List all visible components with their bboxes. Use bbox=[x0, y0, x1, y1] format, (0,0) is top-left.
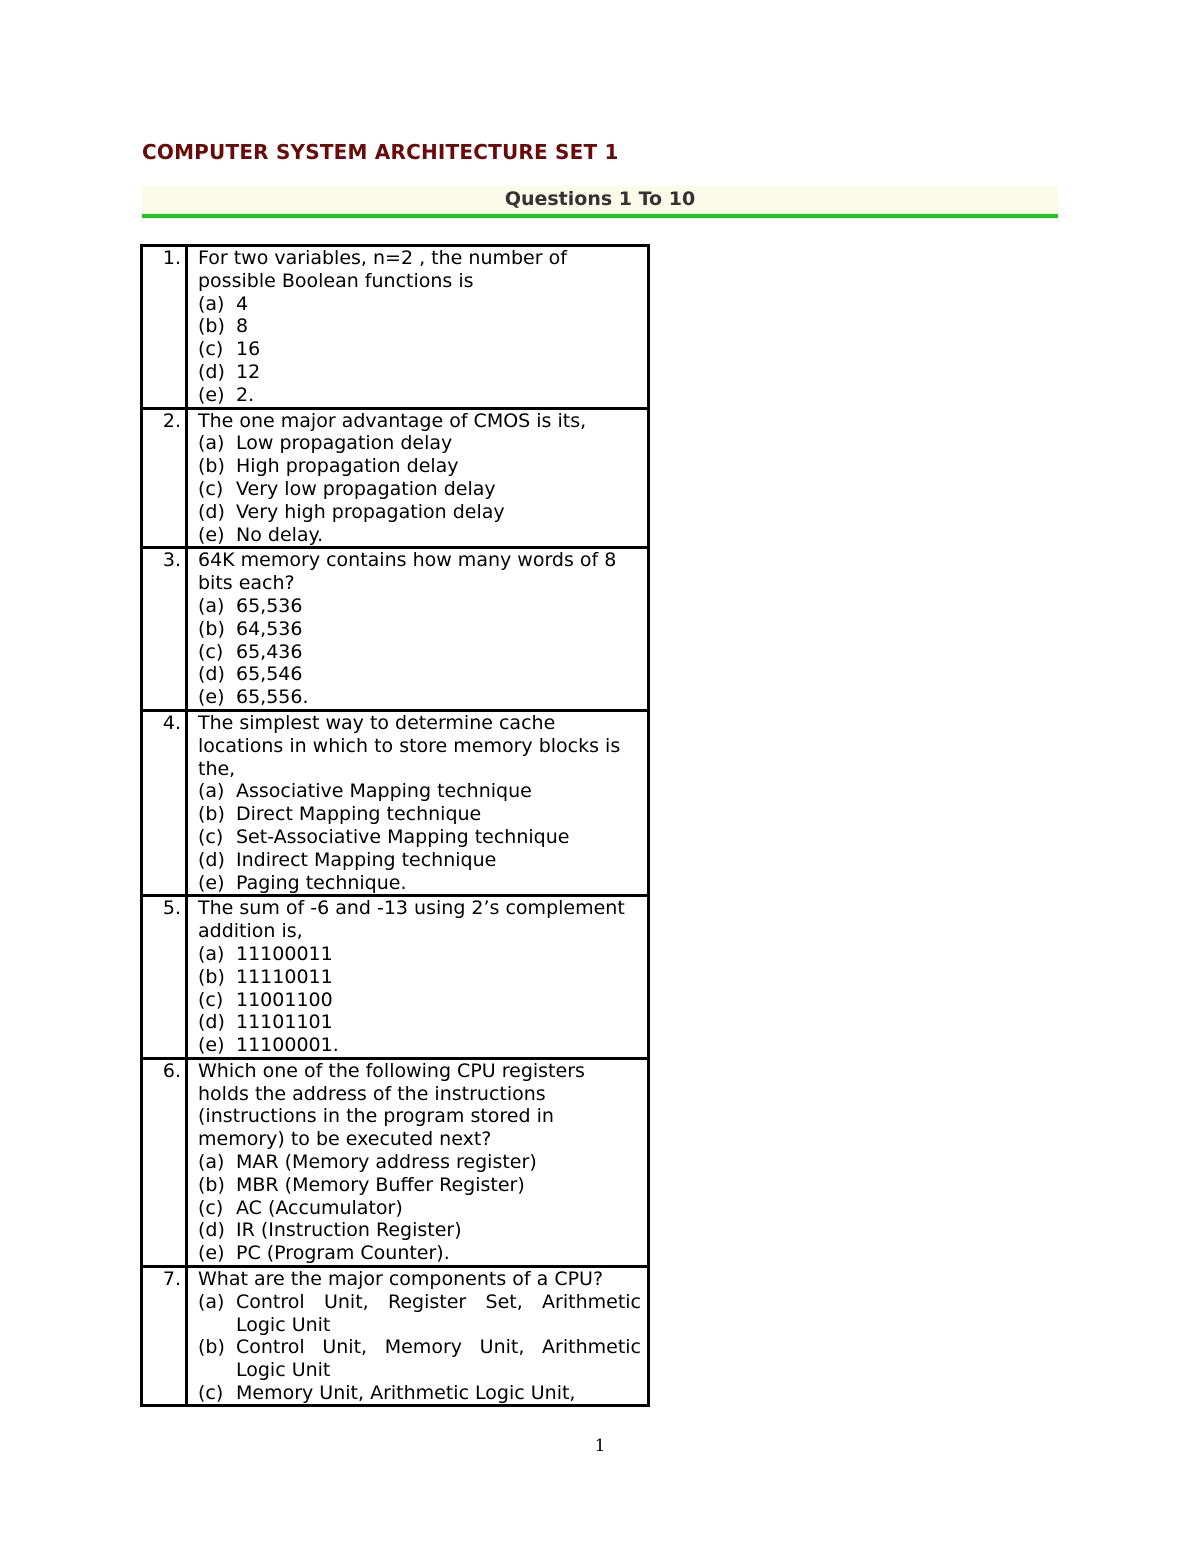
option-text: 16 bbox=[236, 338, 261, 361]
option-label: (b) bbox=[198, 1336, 225, 1359]
answer-option bbox=[198, 618, 641, 641]
answer-option bbox=[198, 1011, 641, 1034]
option-text: Set-Associative Mapping technique bbox=[236, 825, 570, 848]
question-row bbox=[142, 246, 649, 409]
option-label: (a) bbox=[198, 292, 225, 315]
option-label: (d) bbox=[198, 500, 225, 523]
answer-option bbox=[198, 849, 641, 872]
option-label: (e) bbox=[198, 686, 225, 709]
option-label: (a) bbox=[198, 1151, 225, 1174]
option-text: 4 bbox=[236, 292, 249, 315]
option-label: (e) bbox=[198, 1242, 225, 1265]
answer-option bbox=[198, 432, 641, 455]
option-text: 11110011 bbox=[236, 965, 333, 988]
answer-option bbox=[198, 943, 641, 966]
option-label: (b) bbox=[198, 965, 225, 988]
option-label: (b) bbox=[198, 315, 225, 338]
option-label: (c) bbox=[198, 1382, 224, 1405]
question-number: 5. bbox=[142, 896, 187, 1059]
option-text: Indirect Mapping technique bbox=[236, 848, 497, 871]
question-row bbox=[142, 548, 649, 711]
answer-option bbox=[198, 524, 641, 547]
answer-option bbox=[198, 872, 641, 895]
option-text: MAR (Memory address register) bbox=[236, 1151, 537, 1174]
answer-option bbox=[198, 803, 641, 826]
option-text: 11100011 bbox=[236, 942, 333, 965]
answer-option bbox=[198, 1291, 641, 1337]
answer-option bbox=[198, 1151, 641, 1174]
option-text: Very high propagation delay bbox=[236, 500, 505, 523]
option-text: Associative Mapping technique bbox=[236, 780, 532, 803]
option-text: AC (Accumulator) bbox=[236, 1196, 403, 1219]
answer-option bbox=[198, 293, 641, 316]
option-text: No delay. bbox=[236, 523, 324, 546]
option-text: Paging technique. bbox=[236, 871, 407, 894]
question-text: The simplest way to determine cache locations in which to store memory blocks is the, bbox=[198, 711, 621, 780]
option-text: 65,556. bbox=[236, 686, 309, 709]
option-label: (b) bbox=[198, 617, 225, 640]
answer-option bbox=[198, 966, 641, 989]
answer-option bbox=[198, 455, 641, 478]
option-text: Control Unit, Register Set, Arithmetic Logic Unit bbox=[236, 1290, 641, 1336]
answer-option bbox=[198, 315, 641, 338]
option-text: 8 bbox=[236, 315, 249, 338]
questions-table bbox=[140, 244, 650, 1407]
option-label: (e) bbox=[198, 1034, 225, 1057]
option-label: (c) bbox=[198, 988, 224, 1011]
question-number: 4. bbox=[142, 710, 187, 895]
answer-option bbox=[198, 641, 641, 664]
option-label: (d) bbox=[198, 663, 225, 686]
question-text: Which one of the following CPU registers holds the address of the instructions (instructions in the program stored in memory) to be executed next? bbox=[198, 1059, 585, 1151]
answer-option bbox=[198, 478, 641, 501]
option-text: 12 bbox=[236, 360, 261, 383]
option-text: MBR (Memory Buffer Register) bbox=[236, 1173, 525, 1196]
question-row bbox=[142, 1267, 649, 1406]
option-text: 65,546 bbox=[236, 663, 303, 686]
answer-option bbox=[198, 1382, 641, 1404]
question-text: For two variables, n=2 , the number of possible Boolean functions is bbox=[198, 247, 567, 292]
answer-option bbox=[198, 1174, 641, 1197]
answer-option bbox=[198, 663, 641, 686]
section-header: Questions 1 To 10 bbox=[142, 186, 1058, 218]
answer-option bbox=[198, 338, 641, 361]
question-cell-content bbox=[198, 1268, 641, 1404]
answer-option bbox=[198, 361, 641, 384]
answer-option bbox=[198, 501, 641, 524]
option-text: 11101101 bbox=[236, 1011, 333, 1034]
answer-option bbox=[198, 384, 641, 407]
answer-option bbox=[198, 595, 641, 618]
answer-option bbox=[198, 1219, 641, 1242]
option-label: (a) bbox=[198, 594, 225, 617]
option-label: (c) bbox=[198, 825, 224, 848]
option-label: (d) bbox=[198, 360, 225, 383]
option-label: (d) bbox=[198, 1219, 225, 1242]
option-text: High propagation delay bbox=[236, 455, 459, 478]
question-row bbox=[142, 1058, 649, 1266]
answer-option bbox=[198, 826, 641, 849]
question-number: 7. bbox=[142, 1267, 187, 1406]
option-label: (a) bbox=[198, 780, 225, 803]
question-number: 1. bbox=[142, 246, 187, 409]
option-label: (e) bbox=[198, 523, 225, 546]
option-label: (d) bbox=[198, 1011, 225, 1034]
option-label: (e) bbox=[198, 871, 225, 894]
option-text: 65,436 bbox=[236, 640, 303, 663]
question-number: 3. bbox=[142, 548, 187, 711]
answer-option bbox=[198, 1242, 641, 1265]
question-text: What are the major components of a CPU? bbox=[198, 1268, 604, 1291]
question-cell bbox=[187, 408, 649, 548]
question-row bbox=[142, 408, 649, 548]
question-cell bbox=[187, 896, 649, 1059]
option-text: PC (Program Counter). bbox=[236, 1242, 450, 1265]
option-label: (b) bbox=[198, 803, 225, 826]
question-text: The sum of -6 and -13 using 2’s complement addition is, bbox=[198, 897, 625, 943]
option-label: (e) bbox=[198, 383, 225, 406]
document-title: COMPUTER SYSTEM ARCHITECTURE SET 1 bbox=[142, 140, 619, 164]
option-text: Low propagation delay bbox=[236, 432, 453, 455]
option-text: Direct Mapping technique bbox=[236, 803, 482, 826]
question-cell bbox=[187, 246, 649, 409]
page-number: 1 bbox=[594, 1436, 606, 1456]
option-label: (c) bbox=[198, 640, 224, 663]
option-text: Control Unit, Memory Unit, Arithmetic Logic Unit bbox=[236, 1336, 641, 1382]
question-cell bbox=[187, 1058, 649, 1266]
option-label: (a) bbox=[198, 942, 225, 965]
question-number: 2. bbox=[142, 408, 187, 548]
option-text: Very low propagation delay bbox=[236, 477, 496, 500]
option-label: (c) bbox=[198, 477, 224, 500]
option-label: (c) bbox=[198, 1196, 224, 1219]
option-text: 64,536 bbox=[236, 617, 303, 640]
answer-option bbox=[198, 686, 641, 709]
question-row bbox=[142, 710, 649, 895]
answer-option bbox=[198, 780, 641, 803]
question-row bbox=[142, 896, 649, 1059]
option-label: (d) bbox=[198, 848, 225, 871]
option-text: 2. bbox=[236, 383, 255, 406]
option-text: 11100001. bbox=[236, 1034, 339, 1057]
question-text: The one major advantage of CMOS is its, bbox=[198, 409, 587, 432]
option-label: (a) bbox=[198, 432, 225, 455]
option-text: 11001100 bbox=[236, 988, 333, 1011]
option-label: (a) bbox=[198, 1290, 225, 1313]
question-cell bbox=[187, 548, 649, 711]
option-text: Memory Unit, Arithmetic Logic Unit, bbox=[236, 1382, 576, 1405]
option-text: 65,536 bbox=[236, 594, 303, 617]
question-text: 64K memory contains how many words of 8 bits each? bbox=[198, 549, 617, 595]
option-label: (b) bbox=[198, 1173, 225, 1196]
answer-option bbox=[198, 1197, 641, 1220]
answer-option bbox=[198, 1336, 641, 1382]
question-cell bbox=[187, 1267, 649, 1406]
answer-option bbox=[198, 1034, 641, 1057]
question-cell bbox=[187, 710, 649, 895]
option-label: (b) bbox=[198, 455, 225, 478]
option-label: (c) bbox=[198, 338, 224, 361]
answer-option bbox=[198, 989, 641, 1012]
question-number: 6. bbox=[142, 1058, 187, 1266]
option-text: IR (Instruction Register) bbox=[236, 1219, 462, 1242]
